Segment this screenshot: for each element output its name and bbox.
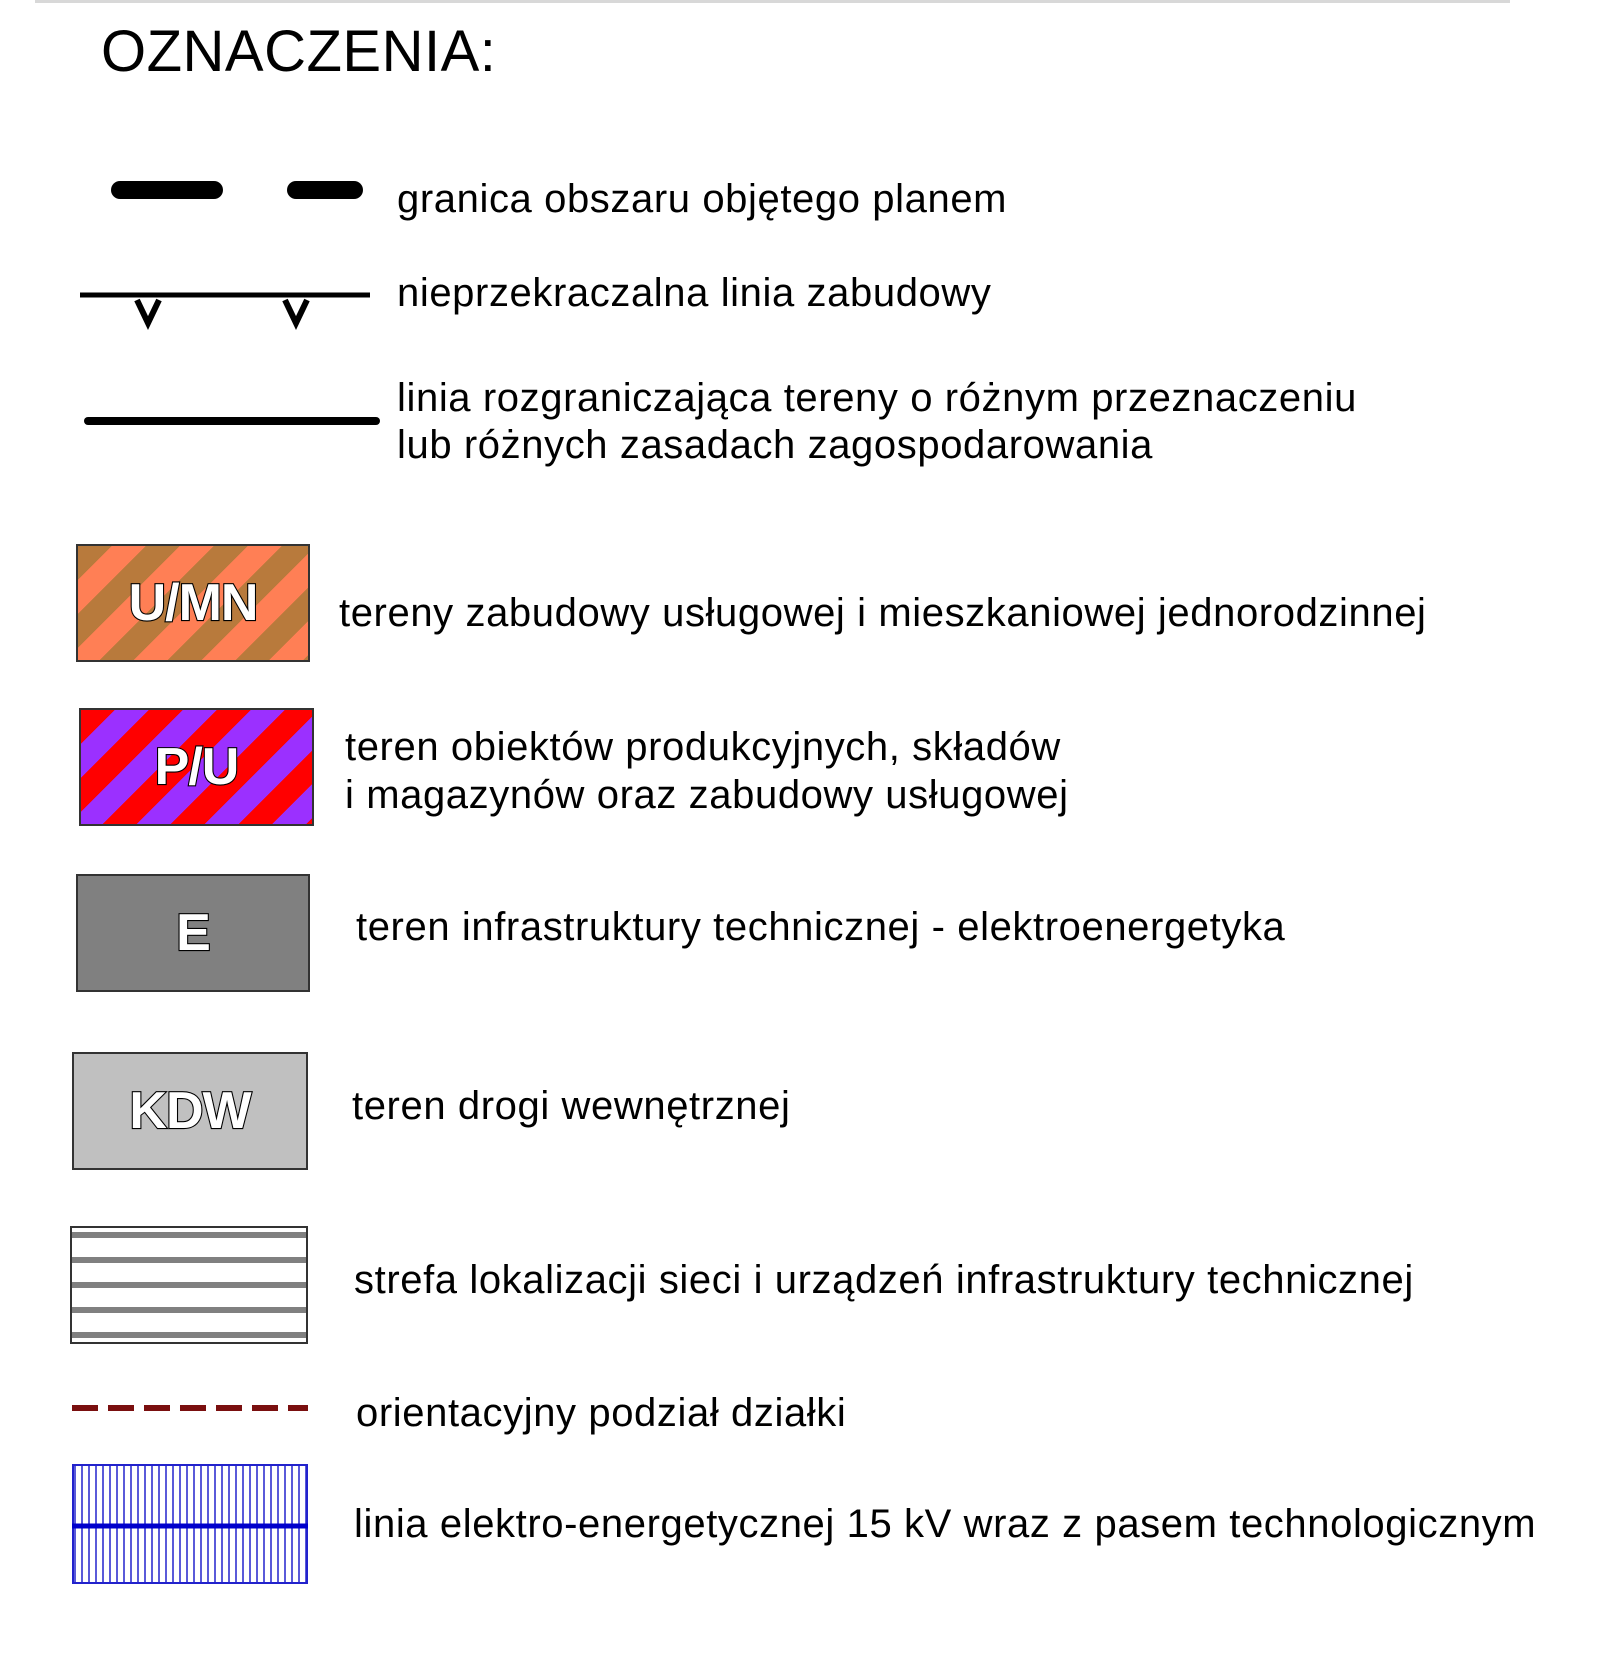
kdw-code-label: KDW (129, 1082, 251, 1140)
building-line-symbol (80, 285, 375, 330)
legend-label-e: teren infrastruktury technicznej - elektroenergetyka (356, 905, 1286, 949)
legend-label-kdw: teren drogi wewnętrznej (352, 1084, 791, 1128)
legend-label-power-line: linia elektro-energetycznej 15 kV wraz z pasem technologicznym (354, 1502, 1537, 1546)
legend-label-pu-1: teren obiektów produkcyjnych, składów (345, 725, 1061, 769)
legend-label-pu-2: i magazynów oraz zabudowy usługowej (345, 773, 1069, 817)
demarcation-line-symbol (84, 414, 380, 428)
legend-label-demarcation-line-2: lub różnych zasadach zagospodarowania (397, 423, 1154, 467)
legend-label-infra-zone: strefa lokalizacji sieci i urządzeń infrastruktury technicznej (354, 1258, 1414, 1302)
kdw-area-symbol (72, 1052, 308, 1170)
parcel-division-symbol (70, 1402, 310, 1414)
top-border-line (35, 0, 1510, 3)
legend-label-building-line: nieprzekraczalna linia zabudowy (397, 271, 992, 315)
legend-label-parcel-division: orientacyjny podział działki (356, 1391, 847, 1435)
e-code-label: E (176, 904, 210, 962)
legend-label-plan-boundary: granica obszaru objętego planem (397, 177, 1008, 221)
legend-label-umn: tereny zabudowy usługowej i mieszkaniowej jednorodzinnej (339, 591, 1427, 635)
umn-area-symbol (76, 544, 310, 662)
power-line-symbol (72, 1464, 312, 1586)
legend-title: OZNACZENIA: (101, 19, 497, 84)
umn-code-label: U/MN (128, 574, 258, 632)
plan-boundary-symbol (110, 178, 370, 202)
e-area-symbol (76, 874, 310, 992)
pu-code-label: P/U (154, 738, 239, 796)
infra-zone-symbol (70, 1226, 310, 1346)
legend-label-demarcation-line-1: linia rozgraniczająca tereny o różnym przeznaczeniu (397, 376, 1357, 420)
pu-area-symbol (79, 708, 314, 826)
